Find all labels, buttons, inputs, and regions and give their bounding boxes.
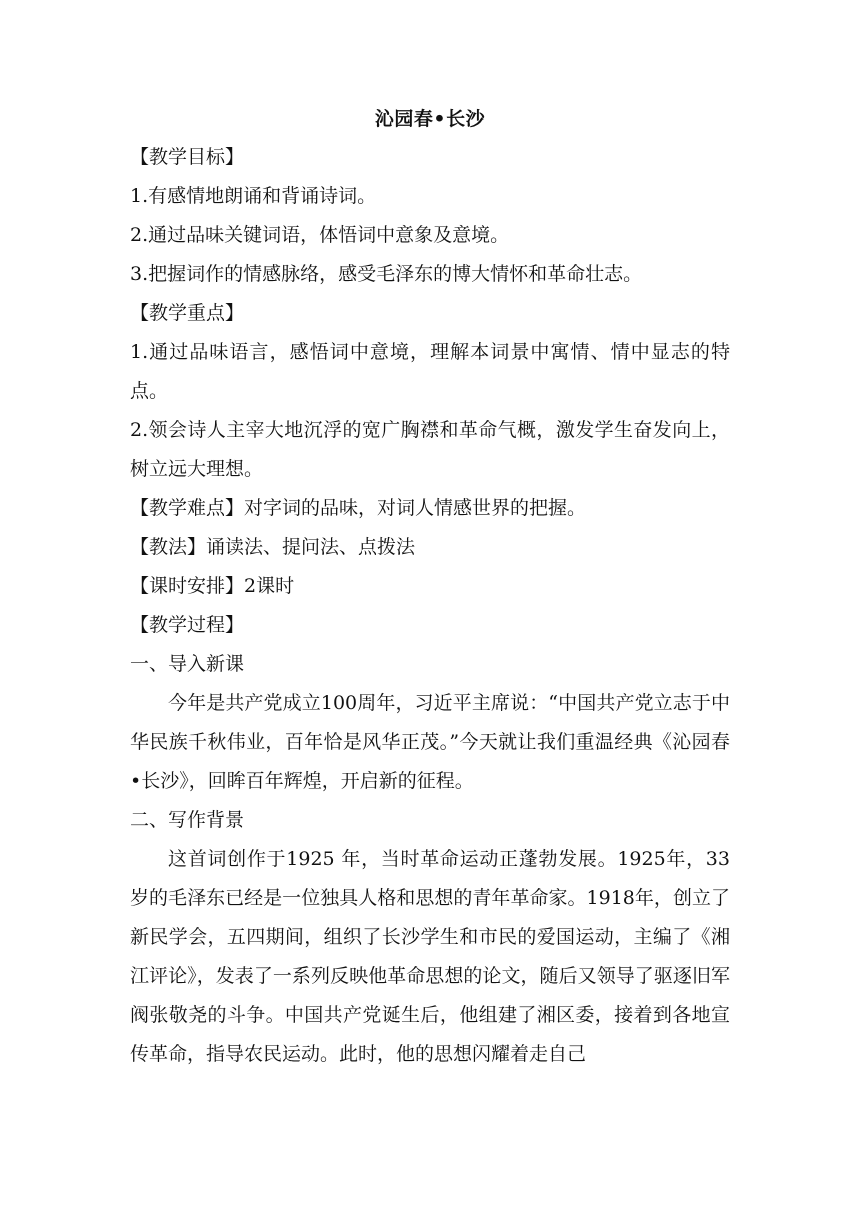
methods-text: 诵读法、提问法、点拨法: [206, 536, 416, 558]
key-points-heading: 【教学重点】: [130, 302, 245, 324]
part2-paragraph: 这首词创作于1925 年，当时革命运动正蓬勃发展。1925年，33岁的毛泽东已经是一位独具人格和思想的青年革命家。1918年，创立了新民学会，五四期间，组织了长沙学生和市民的爱国运动，主编了《湘江评论》，发表了一系列反映他革命思想的论文，随后又领导了驱逐旧军阀张敬尧的斗争。中国共产党诞生后，他组建了湘区委，接着到各地宣传革命，指导农民运动。此时，他的思想闪耀着走自己: [130, 848, 730, 1065]
document-title: 沁园春•长沙: [374, 108, 486, 130]
difficulty-heading: 【教学难点】: [130, 497, 245, 519]
schedule-heading: 【课时安排】: [130, 575, 245, 597]
document-body: [130, 100, 730, 1074]
objective-item: 3.把握词作的情感脉络，感受毛泽东的博大情怀和革命壮志。: [130, 263, 643, 285]
key-point-item: 2.领会诗人主宰大地沉浮的宽广胸襟和革命气概，激发学生奋发向上，树立远大理想。: [130, 419, 730, 480]
methods-line: [130, 528, 730, 567]
objectives-heading: 【教学目标】: [130, 146, 245, 168]
methods-heading: 【教法】: [130, 536, 207, 558]
objective-item: 1.有感情地朗诵和背诵诗词。: [130, 185, 377, 207]
part2-heading: 二、写作背景: [130, 809, 245, 831]
schedule-text: 2课时: [244, 575, 295, 597]
objective-item: 2.通过品味关键词语，体悟词中意象及意境。: [130, 224, 510, 246]
difficulty-line: [130, 489, 730, 528]
part1-heading: 一、导入新课: [130, 653, 245, 675]
schedule-line: [130, 567, 730, 606]
process-heading: 【教学过程】: [130, 614, 245, 636]
part1-paragraph: 今年是共产党成立100周年，习近平主席说：“中国共产党立志于中华民族千秋伟业，百年恰是风华正茂。”今天就让我们重温经典《沁园春•长沙》，回眸百年辉煌，开启新的征程。: [130, 692, 730, 792]
key-point-item: 1.通过品味语言，感悟词中意境，理解本词景中寓情、情中显志的特点。: [130, 341, 730, 402]
difficulty-text: 对字词的品味，对词人情感世界的把握。: [244, 497, 587, 519]
